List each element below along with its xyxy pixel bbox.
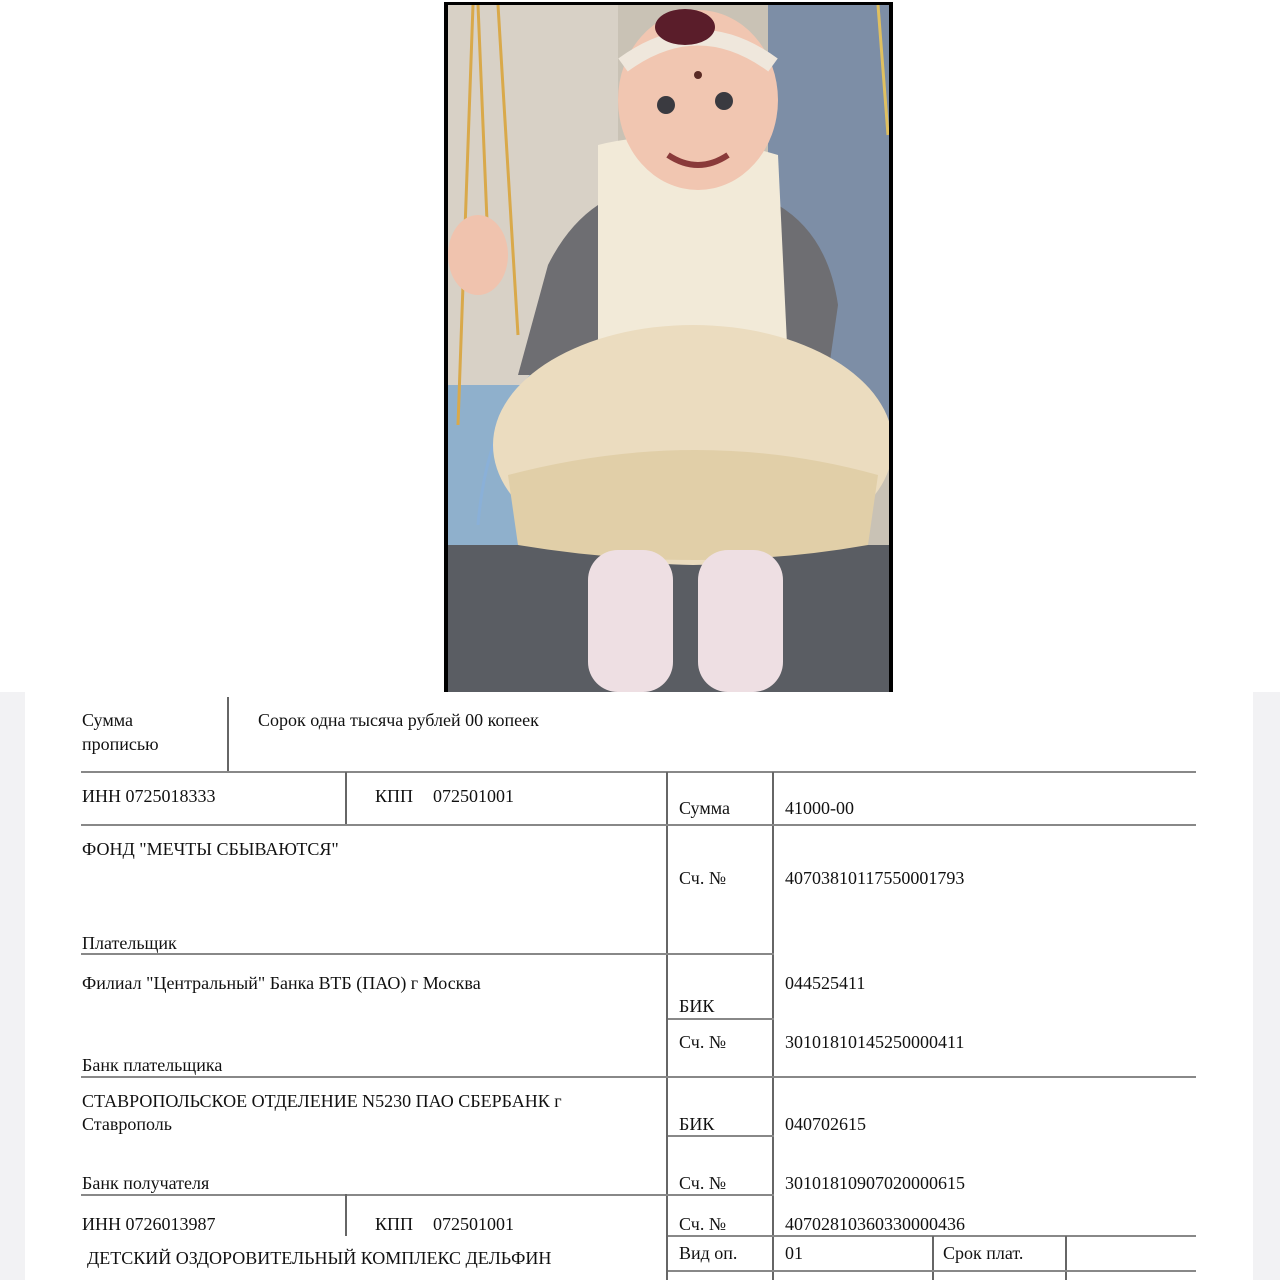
divider <box>666 772 668 1280</box>
divider <box>932 1236 934 1280</box>
recipient-corr-account: 30101810907020000615 <box>785 1173 965 1193</box>
sum-in-words-value: Сорок одна тысяча рублей 00 копеек <box>258 710 539 730</box>
recipient-bank-line1: СТАВРОПОЛЬСКОЕ ОТДЕЛЕНИЕ N5230 ПАО СБЕРБАНК г <box>82 1091 562 1111</box>
recipient-account: 40702810360330000436 <box>785 1214 965 1234</box>
page-gutter-left <box>0 692 25 1280</box>
sum-value: 41000-00 <box>785 798 854 818</box>
due-label: Срок плат. <box>943 1243 1024 1263</box>
divider <box>345 1194 347 1236</box>
divider <box>81 771 1196 773</box>
recipient-kpp: 072501001 <box>433 1214 514 1234</box>
payer-bank-label: Банк плательщика <box>82 1055 223 1075</box>
op-type-value: 01 <box>785 1243 803 1263</box>
sum-in-words-label-line1: Сумма <box>82 710 133 730</box>
payer-bik: 044525411 <box>785 973 866 993</box>
sum-label: Сумма <box>679 798 730 818</box>
divider <box>1065 1236 1067 1280</box>
divider <box>668 1270 1196 1272</box>
page-gutter-right <box>1253 692 1280 1280</box>
divider <box>227 697 229 772</box>
baby-photo-illustration <box>448 5 889 692</box>
payer-bank: Филиал "Центральный" Банка ВТБ (ПАО) г Москва <box>82 973 481 993</box>
payer-label: Плательщик <box>82 933 177 953</box>
payer-bik-label: БИК <box>679 996 715 1016</box>
recipient-account-label: Сч. № <box>679 1214 726 1234</box>
divider <box>81 824 1196 826</box>
payer-kpp-label: КПП <box>375 786 414 806</box>
recipient-inn: ИНН 0726013987 <box>82 1214 216 1234</box>
recipient-bik: 040702615 <box>785 1114 866 1134</box>
op-type-label: Вид оп. <box>679 1243 738 1263</box>
baby-photo <box>444 2 893 692</box>
divider <box>81 953 774 955</box>
recipient-corr-account-label: Сч. № <box>679 1173 726 1193</box>
payer-name: ФОНД "МЕЧТЫ СБЫВАЮТСЯ" <box>82 839 339 859</box>
recipient-bank-line2: Ставрополь <box>82 1114 172 1134</box>
recipient-bik-label: БИК <box>679 1114 715 1134</box>
divider <box>668 1018 774 1020</box>
sum-in-words-label-line2: прописью <box>82 734 159 754</box>
payer-corr-account-label: Сч. № <box>679 1032 726 1052</box>
payer-inn: ИНН 0725018333 <box>82 786 216 806</box>
payer-account: 40703810117550001793 <box>785 868 965 888</box>
divider <box>81 1076 1196 1078</box>
payer-account-label: Сч. № <box>679 868 726 888</box>
divider <box>345 772 347 825</box>
payer-corr-account: 30101810145250000411 <box>785 1032 965 1052</box>
payer-kpp: 072501001 <box>433 786 514 806</box>
divider <box>772 772 774 1280</box>
recipient-name: ДЕТСКИЙ ОЗДОРОВИТЕЛЬНЫЙ КОМПЛЕКС ДЕЛЬФИН <box>87 1248 552 1268</box>
recipient-bank-label: Банк получателя <box>82 1173 210 1193</box>
recipient-kpp-label: КПП <box>375 1214 414 1234</box>
